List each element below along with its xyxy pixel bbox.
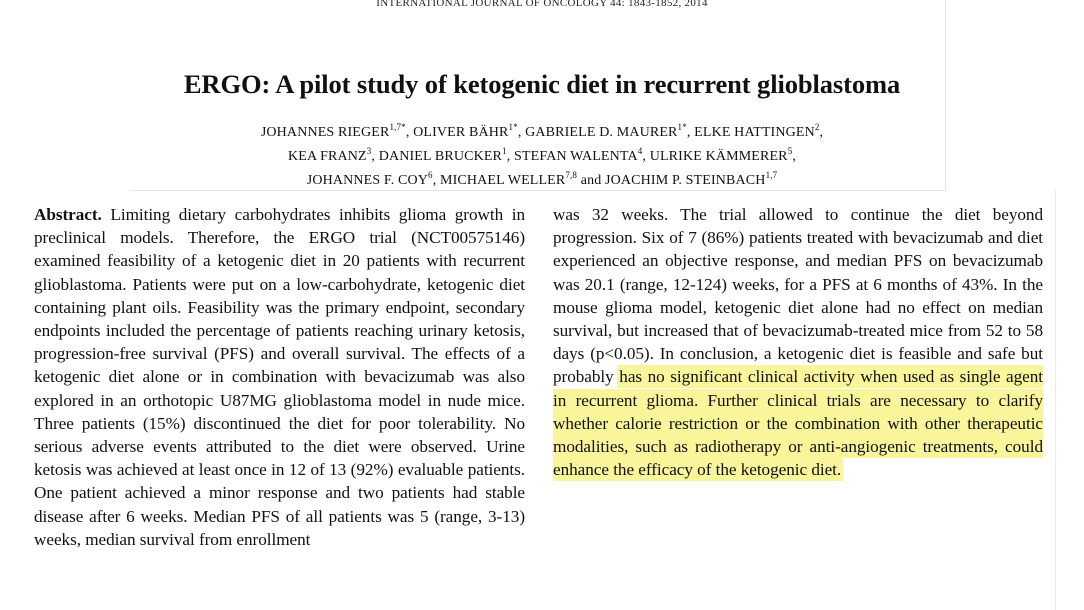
author-name: MICHAEL WELLER — [440, 173, 566, 188]
author-name: OLIVER BÄHR — [413, 125, 509, 140]
author-affiliation: 4 — [637, 146, 643, 156]
author-affiliation: 1* — [508, 122, 518, 132]
author-affiliation: 3 — [366, 146, 372, 156]
author-affiliation: 1 — [502, 146, 507, 156]
author-8: ULRIKE KÄMMERER$^5$, — [649, 146, 796, 164]
author-1: JOHANNES $RIEGER^{1,7*}$, — [260, 122, 414, 140]
author-affiliation: 1,7 — [765, 170, 778, 180]
author-11 — [605, 170, 778, 188]
abstract-left-column — [34, 203, 525, 551]
author-affiliation: 2 — [814, 122, 820, 132]
abstract-left-text: Limiting dietary carbohydrates inhibits glioma growth in preclinical models. Therefore, the ERGO trial (NCT00575146) examined feasibility of a ketogenic diet in 20 patients with recurrent glioblastoma. Patients were put on a low-carbohydrate, ketogenic diet containing plant oils. Feasibility was the primary endpoint, secondary endpoints included the percentage of patients reaching urinary ketosis, progression-free survival (PFS) and overall survival. The effects of a ketogenic diet alone or in combination with bevacizumab was also explored in an orthotopic U87MG glioblastoma model in nude mice. Three patients (15%) discontinued the diet for poor tolerability. No serious adverse events attributed to the diet were observed. Urine ketosis was achieved at least once in 12 of 13 (92%) evaluable patients. One patient achieved a minor response and two patients had stable disease after 6 weeks. Median PFS of all patients was 5 (range, 3-13) weeks, median survival from enrollment — [34, 205, 525, 549]
author-affiliation: 7,8 — [565, 170, 578, 180]
author-name: STEFAN WALENTA — [514, 149, 638, 164]
author-name: ELKE HATTINGEN — [694, 125, 815, 140]
page-edge-divider — [1055, 190, 1056, 610]
author-name: JOACHIM P. STEINBACH — [605, 173, 766, 188]
abstract-label: Abstract. — [34, 205, 102, 224]
author-3: GABRIELE D. $MAURER^{1*}$, — [525, 122, 695, 140]
abstract-right-text: was 32 weeks. The trial allowed to continue the diet beyond progression. Six of 7 (86%) patients treated with bevacizumab and diet experienced an objective response, and median PFS on bevacizumab was 20.1 (range, 12-124) weeks, for a PFS at 6 months of 43%. In the mouse glioma model, ketogenic diet alone had no effect on median survival, but increased that of bevacizumab-treated mice from 52 to 58 days (p<0.05). In conclusion, a ketogenic diet is feasible and safe but probably — [553, 205, 1043, 387]
author-10: MICHAEL WELLER$^{7,8}$ and — [440, 170, 606, 188]
author-affiliation: 6 — [428, 170, 433, 180]
author-2: OLIVER $BÄHR^{1*}$, — [413, 122, 526, 140]
author-affiliation: 5 — [787, 146, 793, 156]
abstract-right-column — [553, 203, 1043, 481]
author-name: ULRIKE KÄMMERER — [649, 149, 788, 164]
author-9: JOHANNES F. COY$^6$, — [306, 170, 440, 188]
author-affiliation: 1* — [677, 122, 687, 132]
author-name: JOHANNES RIEGER — [260, 125, 390, 140]
author-name: DANIEL BRUCKER — [378, 149, 503, 164]
paper-title: ERGO: A pilot study of ketogenic diet in recurrent glioblastoma — [183, 69, 901, 99]
author-list — [0, 121, 1084, 193]
highlighted-conclusion: has no significant clinical activity when used as single agent in recurrent glioma. Further clinical trials are necessary to clarify whether calorie restriction or the combination with other therapeutic modalities, such as radiotherapy or anti-angiogenic treatments, could enhance the efficacy of the ketogenic diet. — [553, 367, 1043, 480]
author-affiliation: 1,7* — [389, 122, 406, 132]
author-6: DANIEL BRUCKER$^1$, — [378, 146, 514, 164]
author-4: ELKE HATTINGEN$^2$, — [694, 122, 824, 140]
author-name: KEA FRANZ — [288, 149, 367, 164]
author-name: GABRIELE D. MAURER — [525, 125, 678, 140]
author-7: STEFAN WALENTA$^4$, — [514, 146, 650, 164]
author-5: KEA FRANZ$^3$, — [288, 146, 379, 164]
author-name: JOHANNES F. COY — [306, 173, 429, 188]
journal-line: INTERNATIONAL JOURNAL OF ONCOLOGY 44: 1843-1852, 2014 — [376, 0, 708, 9]
